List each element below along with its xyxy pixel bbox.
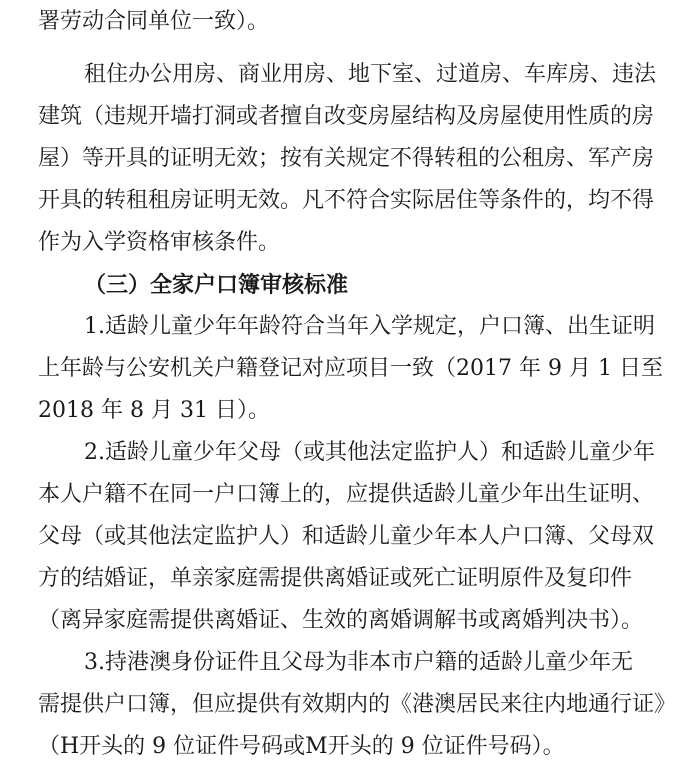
text-line: 2018 年 8 月 31 日）。 xyxy=(38,398,270,423)
paragraph-first-line: 3.持港澳身份证件且父母为非本市户籍的适龄儿童少年无 xyxy=(84,650,633,675)
text-line: 作为入学资格审核条件。 xyxy=(38,230,281,255)
paragraph-first-line: 1.适龄儿童少年年龄符合当年入学规定，户口簿、出生证明 xyxy=(84,314,655,339)
text-line: （H开头的 9 位证件号码或M开头的 9 位证件号码）。 xyxy=(38,734,565,759)
text-line: 开具的转租租房证明无效。凡不符合实际居住等条件的，均不得 xyxy=(38,188,655,213)
text-line: 署劳动合同单位一致）。 xyxy=(38,9,270,34)
text-line: 屋）等开具的证明无效；按有关规定不得转租的公租房、军产房 xyxy=(38,146,655,171)
paragraph-first-line: 租住办公用房、商业用房、地下室、过道房、车库房、违法 xyxy=(84,62,657,87)
text-line: 本人户籍不在同一户口簿上的，应提供适龄儿童少年出生证明、 xyxy=(38,482,655,507)
text-line: 需提供户口簿，但应提供有效期内的《港澳居民来往内地通行证》 xyxy=(38,692,677,717)
text-line: 上年龄与公安机关户籍登记对应项目一致（2017 年 9 月 1 日至 xyxy=(38,356,663,381)
section-heading: （三）全家户口簿审核标准 xyxy=(84,272,349,298)
text-line: 建筑（违规开墙打洞或者擅自改变房屋结构及房屋使用性质的房 xyxy=(38,104,655,129)
text-line: 方的结婚证，单亲家庭需提供离婚证或死亡证明原件及复印件 xyxy=(38,566,633,591)
text-line: 父母（或其他法定监护人）和适龄儿童少年本人户口簿、父母双 xyxy=(38,524,655,549)
paragraph-first-line: 2.适龄儿童少年父母（或其他法定监护人）和适龄儿童少年 xyxy=(84,440,655,465)
text-line: （离异家庭需提供离婚证、生效的离婚调解书或离婚判决书）。 xyxy=(38,608,644,633)
